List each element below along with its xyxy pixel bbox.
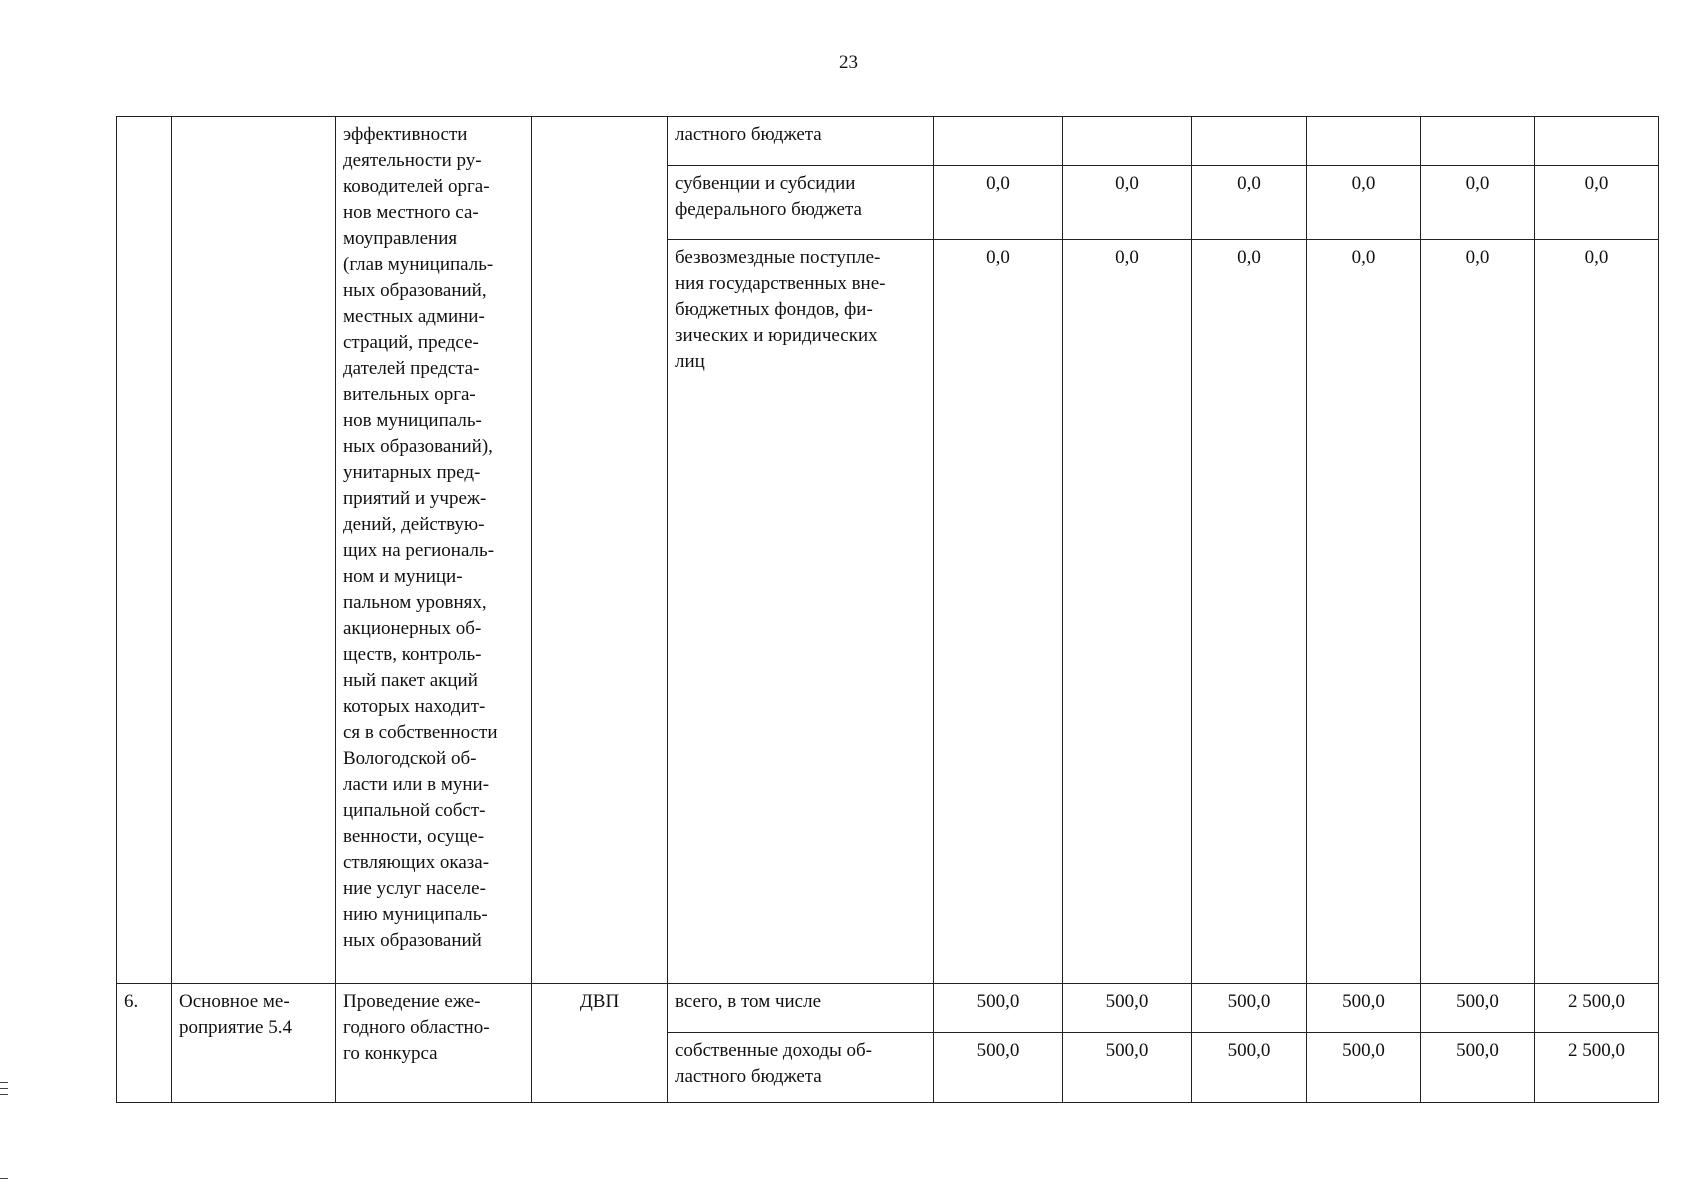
value-cell: 0,0 <box>1535 240 1659 984</box>
budget-table <box>116 116 1659 1103</box>
value-cell <box>1307 117 1421 166</box>
funding-source-label: субвенции и субсидии федерального бюджета <box>668 166 934 240</box>
table-row <box>117 984 1659 1033</box>
value-cell <box>1535 117 1659 166</box>
scan-edge-mark <box>0 1094 8 1095</box>
event-name-cell: Основное ме- роприятие 5.4 <box>172 984 336 1103</box>
value-cell: 500,0 <box>1192 984 1307 1033</box>
value-cell: 0,0 <box>1421 166 1535 240</box>
scan-edge-mark <box>0 1082 8 1083</box>
page-number: 23 <box>839 52 858 73</box>
value-cell: 2 500,0 <box>1535 984 1659 1033</box>
value-cell: 500,0 <box>1307 984 1421 1033</box>
funding-source-label: всего, в том числе <box>668 984 934 1033</box>
value-cell: 0,0 <box>1535 166 1659 240</box>
scan-edge-mark <box>0 1178 8 1179</box>
value-cell: 500,0 <box>1307 1033 1421 1103</box>
value-cell <box>1063 117 1192 166</box>
value-cell: 0,0 <box>1307 240 1421 984</box>
number-cell: 6. <box>117 984 172 1103</box>
value-cell: 0,0 <box>1421 240 1535 984</box>
value-cell: 0,0 <box>934 166 1063 240</box>
event-description-cell: эффективности деятельности ру- ководителей орга- нов местного са- моуправления (глав муниципаль- ных образований, местных админи- страций, предсе- дателей предста- вительных орга- нов муниципаль- ных образований), унитарных пред- приятий и учреж- дений, действую- щих на региональ- ном и муници- пальном уровнях, акционерных об- ществ, контроль- ный пакет акций которых находит- ся в собственности Вологодской об- ласти или в муни- ципальной собст- венности, осуще- ствляющих оказа- ние услуг населе- нию муниципаль- ных образований <box>336 117 532 984</box>
value-cell: 500,0 <box>1421 984 1535 1033</box>
event-name-cell <box>172 117 336 984</box>
value-cell: 0,0 <box>1192 240 1307 984</box>
value-cell: 500,0 <box>1063 984 1192 1033</box>
funding-source-label: ластного бюджета <box>668 117 934 166</box>
value-cell: 0,0 <box>934 240 1063 984</box>
value-cell <box>934 117 1063 166</box>
executor-cell <box>532 117 668 984</box>
number-cell <box>117 117 172 984</box>
value-cell: 500,0 <box>1063 1033 1192 1103</box>
funding-source-label: безвозмездные поступле- ния государственных вне- бюджетных фондов, фи- зических и юридических лиц <box>668 240 934 984</box>
value-cell: 0,0 <box>1307 166 1421 240</box>
value-cell <box>1421 117 1535 166</box>
value-cell: 500,0 <box>1421 1033 1535 1103</box>
value-cell: 500,0 <box>934 984 1063 1033</box>
value-cell: 500,0 <box>1192 1033 1307 1103</box>
value-cell: 0,0 <box>1063 166 1192 240</box>
event-description-cell: Проведение еже- годного областно- го конкурса <box>336 984 532 1103</box>
table-row <box>117 117 1659 166</box>
value-cell: 500,0 <box>934 1033 1063 1103</box>
funding-source-label: собственные доходы об- ластного бюджета <box>668 1033 934 1103</box>
value-cell: 2 500,0 <box>1535 1033 1659 1103</box>
value-cell <box>1192 117 1307 166</box>
executor-cell: ДВП <box>532 984 668 1103</box>
value-cell: 0,0 <box>1192 166 1307 240</box>
value-cell: 0,0 <box>1063 240 1192 984</box>
scan-edge-mark <box>0 1088 8 1089</box>
